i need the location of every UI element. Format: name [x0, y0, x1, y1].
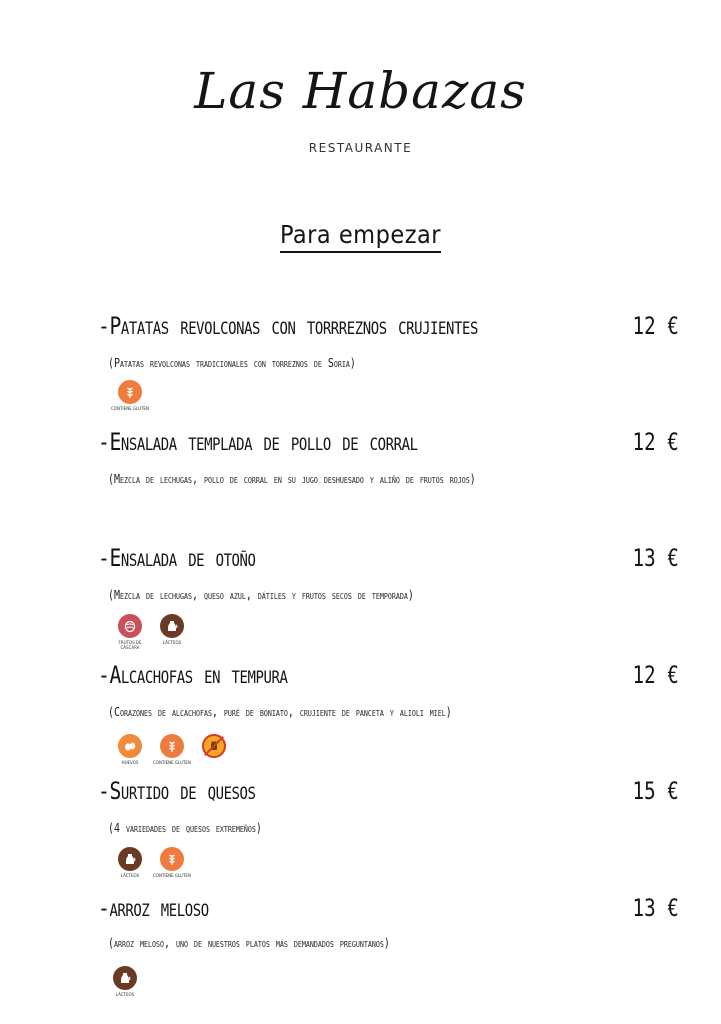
- dish-price: 12 €: [632, 428, 679, 456]
- allergen-badge: [152, 614, 192, 645]
- dish-price: 13 €: [632, 544, 679, 572]
- wheat-icon: [118, 380, 142, 404]
- dish-description: (4 variedades de quesos extremeños): [108, 821, 262, 835]
- allergen-label: LÁCTEOS: [162, 640, 182, 645]
- milk-jug-icon: [118, 847, 142, 871]
- allergen-badge: [110, 380, 150, 411]
- nut-icon: [118, 614, 142, 638]
- allergen-label: HUEVOS: [121, 760, 139, 765]
- no-honey-icon: [202, 734, 226, 758]
- milk-jug-icon: [113, 966, 137, 990]
- dish-description: (Patatas revolconas tradicionales con torreznos de Soria): [108, 356, 356, 370]
- section-title: Para empezar: [0, 220, 721, 249]
- allergen-label: FRUTOS DE CÁSCARA: [118, 640, 142, 650]
- allergen-label: CONTIENE GLUTEN: [153, 760, 191, 765]
- restaurant-subtitle: RESTAURANTE: [308, 141, 413, 155]
- milk-jug-icon: [160, 614, 184, 638]
- allergen-badge: [110, 614, 150, 650]
- dish-description: (Mezcla de lechugas, queso azul, dátiles y frutos secos de temporada): [108, 588, 414, 602]
- dish-description: (Mezcla de lechugas, pollo de corral en su jugo deshuesado y aliño de frutos rojos): [108, 472, 476, 486]
- allergen-label: LÁCTEOS: [115, 992, 135, 997]
- dish-name: -Alcachofas en tempura: [98, 661, 288, 689]
- dish-description: (Corazones de alcachofas, puré de boniato, crujiente de panceta y alioli miel): [108, 705, 452, 719]
- dish-name: -Surtido de quesos: [98, 777, 256, 805]
- wheat-icon: [160, 734, 184, 758]
- eggs-icon: [118, 734, 142, 758]
- allergen-label: CONTIENE GLUTEN: [153, 873, 191, 878]
- dish-price: 12 €: [632, 312, 679, 340]
- allergen-badge: [110, 847, 150, 878]
- dish-price: 12 €: [632, 661, 679, 689]
- allergen-label: CONTIENE GLUTEN: [111, 406, 149, 411]
- allergen-label: LÁCTEOS: [120, 873, 140, 878]
- dish-price: 15 €: [632, 777, 679, 805]
- allergen-badge: [105, 966, 145, 997]
- restaurant-logo: Las Habazas: [194, 62, 527, 120]
- dish-description: (arroz meloso, uno de nuestros platos más demandados preguntanos): [108, 936, 390, 950]
- dish-name: -arroz meloso: [98, 894, 209, 922]
- dish-price: 13 €: [632, 894, 679, 922]
- wheat-icon: [160, 847, 184, 871]
- dish-name: -Ensalada de otoño: [98, 544, 256, 572]
- allergen-badge: [110, 734, 150, 765]
- allergen-badge: [152, 734, 192, 765]
- allergen-badge: [194, 734, 234, 758]
- allergen-badge: [152, 847, 192, 878]
- dish-name: -Patatas revolconas con torrreznos crujientes: [98, 312, 478, 340]
- dish-name: -Ensalada templada de pollo de corral: [98, 428, 418, 456]
